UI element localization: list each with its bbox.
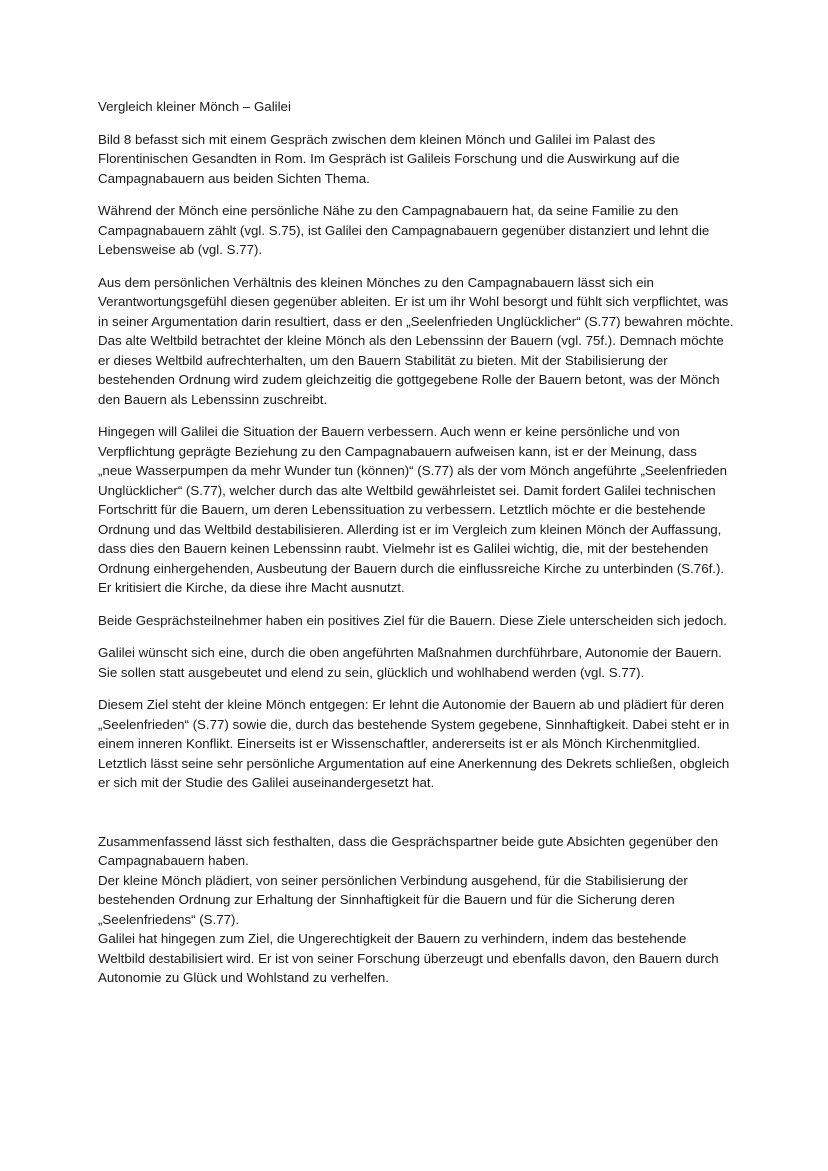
- document-title: Vergleich kleiner Mönch – Galilei: [98, 99, 291, 114]
- paragraph-shared-goal: Beide Gesprächsteilnehmer haben ein positives Ziel für die Bauern. Diese Ziele unterscheiden sich jedoch.: [98, 612, 727, 628]
- paragraph-intro: Bild 8 befasst sich mit einem Gespräch zwischen dem kleinen Mönch und Galilei im Palast des Florentinischen Gesandten in Rom. Im Gespräch ist Galileis Forschung und die Auswirkung auf die Campagnabauern aus beiden Sichten Thema.: [98, 131, 680, 186]
- paragraph-monk-opposition: Diesem Ziel steht der kleine Mönch entgegen: Er lehnt die Autonomie der Bauern ab und plädiert für deren „Seelenfrieden“ (S.77) sowie die, durch das bestehende System gegebene, Sinnhaftigkeit. Dabei steht er in einem inneren Konflikt. Einerseits ist er Wissenschaftler, andererseits ist er als Mönch Kirchenmitglied. Letztlich lässt seine sehr persönliche Argumentation auf eine Anerkennung des Dekrets schließen, obgleich er sich mit der Studie des Galilei auseinandergesetzt hat.: [98, 697, 730, 790]
- summary-line-monk: Der kleine Mönch plädiert, von seiner persönlichen Verbindung ausgehend, für die Stabilisierung der bestehenden Ordnung zur Erhaltung der Sinnhaftigkeit für die Bauern und für die Sicherung deren „Seelenfriedens“ (S.77).: [98, 872, 688, 927]
- paragraph-galilei-improvement: Hingegen will Galilei die Situation der Bauern verbessern. Auch wenn er keine persönliche und von Verpflichtung geprägte Beziehung zu den Campagnabauern aufweisen kann, ist er der Meinung, dass „neue Wasserpumpen da mehr Wunder tun (können)“ (S.77) als der vom Mönch angeführte „Seelenfrieden Unglücklicher“ (S.77), welcher durch das alte Weltbild gewährleistet sei. Damit fordert Galilei technischen Fortschritt für die Bauern, um deren Lebenssituation zu verbessern. Letztlich möchte er die bestehende Ordnung und das Weltbild destabilisieren. Allerding ist er im Vergleich zum kleinen Mönch der Auffassung, dass dies den Bauern keinen Lebenssinn raubt. Vielmehr ist es Galilei wichtig, die, mit der bestehenden Ordnung einhergehenden, Ausbeutung der Bauern durch die einflussreiche Kirche zu unterbinden (S.76f.). Er kritisiert die Kirche, da diese ihre Macht ausnutzt.: [98, 424, 727, 595]
- paragraph-proximity: Während der Mönch eine persönliche Nähe zu den Campagnabauern hat, da seine Familie zu den Campagnabauern zählt (vgl. S.75), ist Galilei den Campagnabauern gegenüber distanziert und lehnt die Lebensweise ab (vgl. S.77).: [98, 203, 710, 257]
- summary-block: [98, 832, 734, 988]
- document-page: [98, 97, 734, 988]
- section-spacer: [98, 806, 734, 832]
- paragraph-galilei-autonomy: Galilei wünscht sich eine, durch die oben angeführten Maßnahmen durchführbare, Autonomie der Bauern. Sie sollen statt ausgebeutet und elend zu sein, glücklich und wohlhabend werden (vgl. S.77).: [98, 645, 722, 680]
- summary-line-galilei: Galilei hat hingegen zum Ziel, die Ungerechtigkeit der Bauern zu verhindern, indem das bestehende Weltbild destabilisiert wird. Er ist von seiner Forschung überzeugt und ebenfalls davon, den Bauern durch Autonomie zu Glück und Wohlstand zu verhelfen.: [98, 931, 719, 985]
- paragraph-monk-responsibility: Aus dem persönlichen Verhältnis des kleinen Mönches zu den Campagnabauern lässt sich ein Verantwortungsgefühl diesen gegenüber ableiten. Er ist um ihr Wohl besorgt und fühlt sich verpflichtet, was in seiner Argumentation darin resultiert, dass er den „Seelenfrieden Unglücklicher“ (S.77) bewahren möchte. Das alte Weltbild betrachtet der kleine Mönch als den Lebenssinn der Bauern (vgl. 75f.). Demnach möchte er dieses Weltbild aufrechterhalten, um den Bauern Stabilität zu bieten. Mit der Stabilisierung der bestehenden Ordnung wird zudem gleichzeitig die gottgegebene Rolle der Bauern betont, was der Mönch den Bauern als Lebenssinn zuschreibt.: [98, 274, 734, 407]
- summary-line-conclusion: Zusammenfassend lässt sich festhalten, dass die Gesprächspartner beide gute Absichten gegenüber den Campagnabauern haben.: [98, 833, 719, 868]
